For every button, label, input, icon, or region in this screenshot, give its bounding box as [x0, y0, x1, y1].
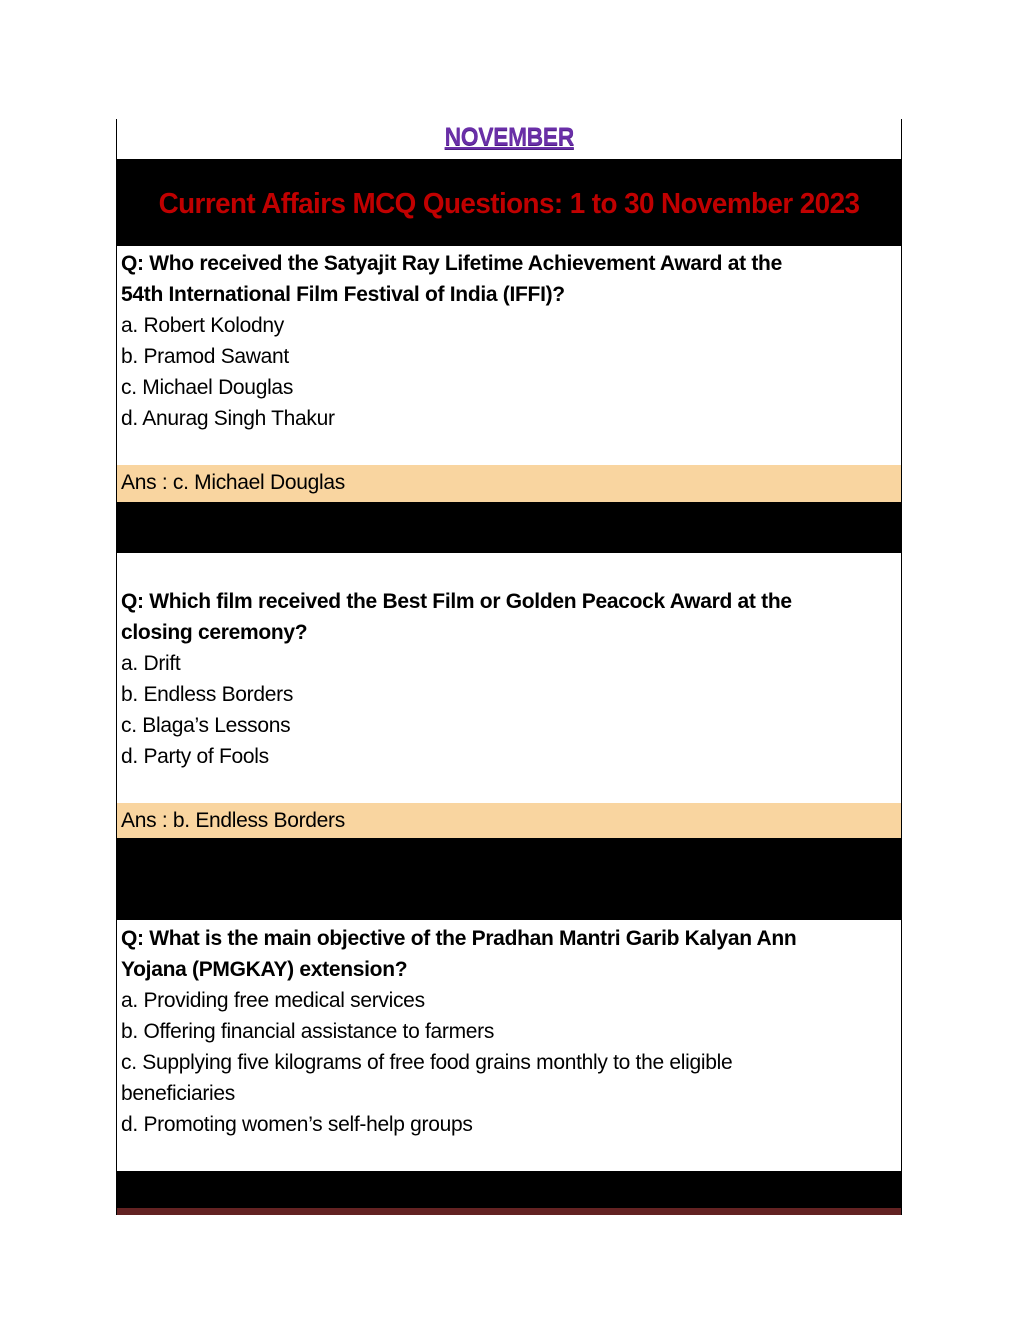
option-c: c. Blaga’s Lessons — [121, 714, 291, 737]
answer-row-2 — [117, 803, 901, 838]
page-title: Current Affairs MCQ Questions: 1 to 30 November 2023 — [158, 188, 860, 220]
option-c-continued: beneficiaries — [121, 1082, 235, 1105]
answer-text: Ans : b. Endless Borders — [121, 809, 345, 832]
option-a: a. Robert Kolodny — [121, 314, 285, 337]
question-text-line: closing ceremony? — [121, 621, 308, 644]
question-text-line: Yojana (PMGKAY) extension? — [121, 958, 408, 981]
option-d: d. Party of Fools — [121, 745, 269, 768]
title-banner — [117, 159, 901, 246]
question-block-2 — [117, 586, 901, 772]
document-page — [116, 119, 902, 1215]
option-a: a. Providing free medical services — [121, 989, 425, 1012]
question-text-line: Q: Which film received the Best Film or Golden Peacock Award at the — [121, 590, 792, 613]
question-text-line: Q: Who received the Satyajit Ray Lifetime Achievement Award at the — [121, 252, 782, 275]
option-d: d. Anurag Singh Thakur — [121, 407, 335, 430]
answer-row-1 — [117, 465, 901, 502]
option-b: b. Pramod Sawant — [121, 345, 289, 368]
question-block-3 — [117, 923, 901, 1140]
option-d: d. Promoting women’s self-help groups — [121, 1113, 473, 1136]
answer-text: Ans : c. Michael Douglas — [121, 471, 345, 494]
question-block-1 — [117, 248, 901, 434]
option-b: b. Endless Borders — [121, 683, 294, 706]
option-a: a. Drift — [121, 652, 181, 675]
option-c: c. Michael Douglas — [121, 376, 294, 399]
separator-band — [117, 1171, 901, 1208]
month-heading — [117, 119, 901, 159]
question-text-line: 54th International Film Festival of India (IFFI)? — [121, 283, 565, 306]
question-text-line: Q: What is the main objective of the Pradhan Mantri Garib Kalyan Ann — [121, 927, 797, 950]
option-b: b. Offering financial assistance to farmers — [121, 1020, 495, 1043]
month-label: NOVEMBER — [444, 123, 574, 151]
separator-band — [117, 838, 901, 920]
footer-strip — [117, 1208, 901, 1215]
separator-band — [117, 502, 901, 553]
option-c: c. Supplying five kilograms of free food grains monthly to the eligible — [121, 1051, 733, 1074]
